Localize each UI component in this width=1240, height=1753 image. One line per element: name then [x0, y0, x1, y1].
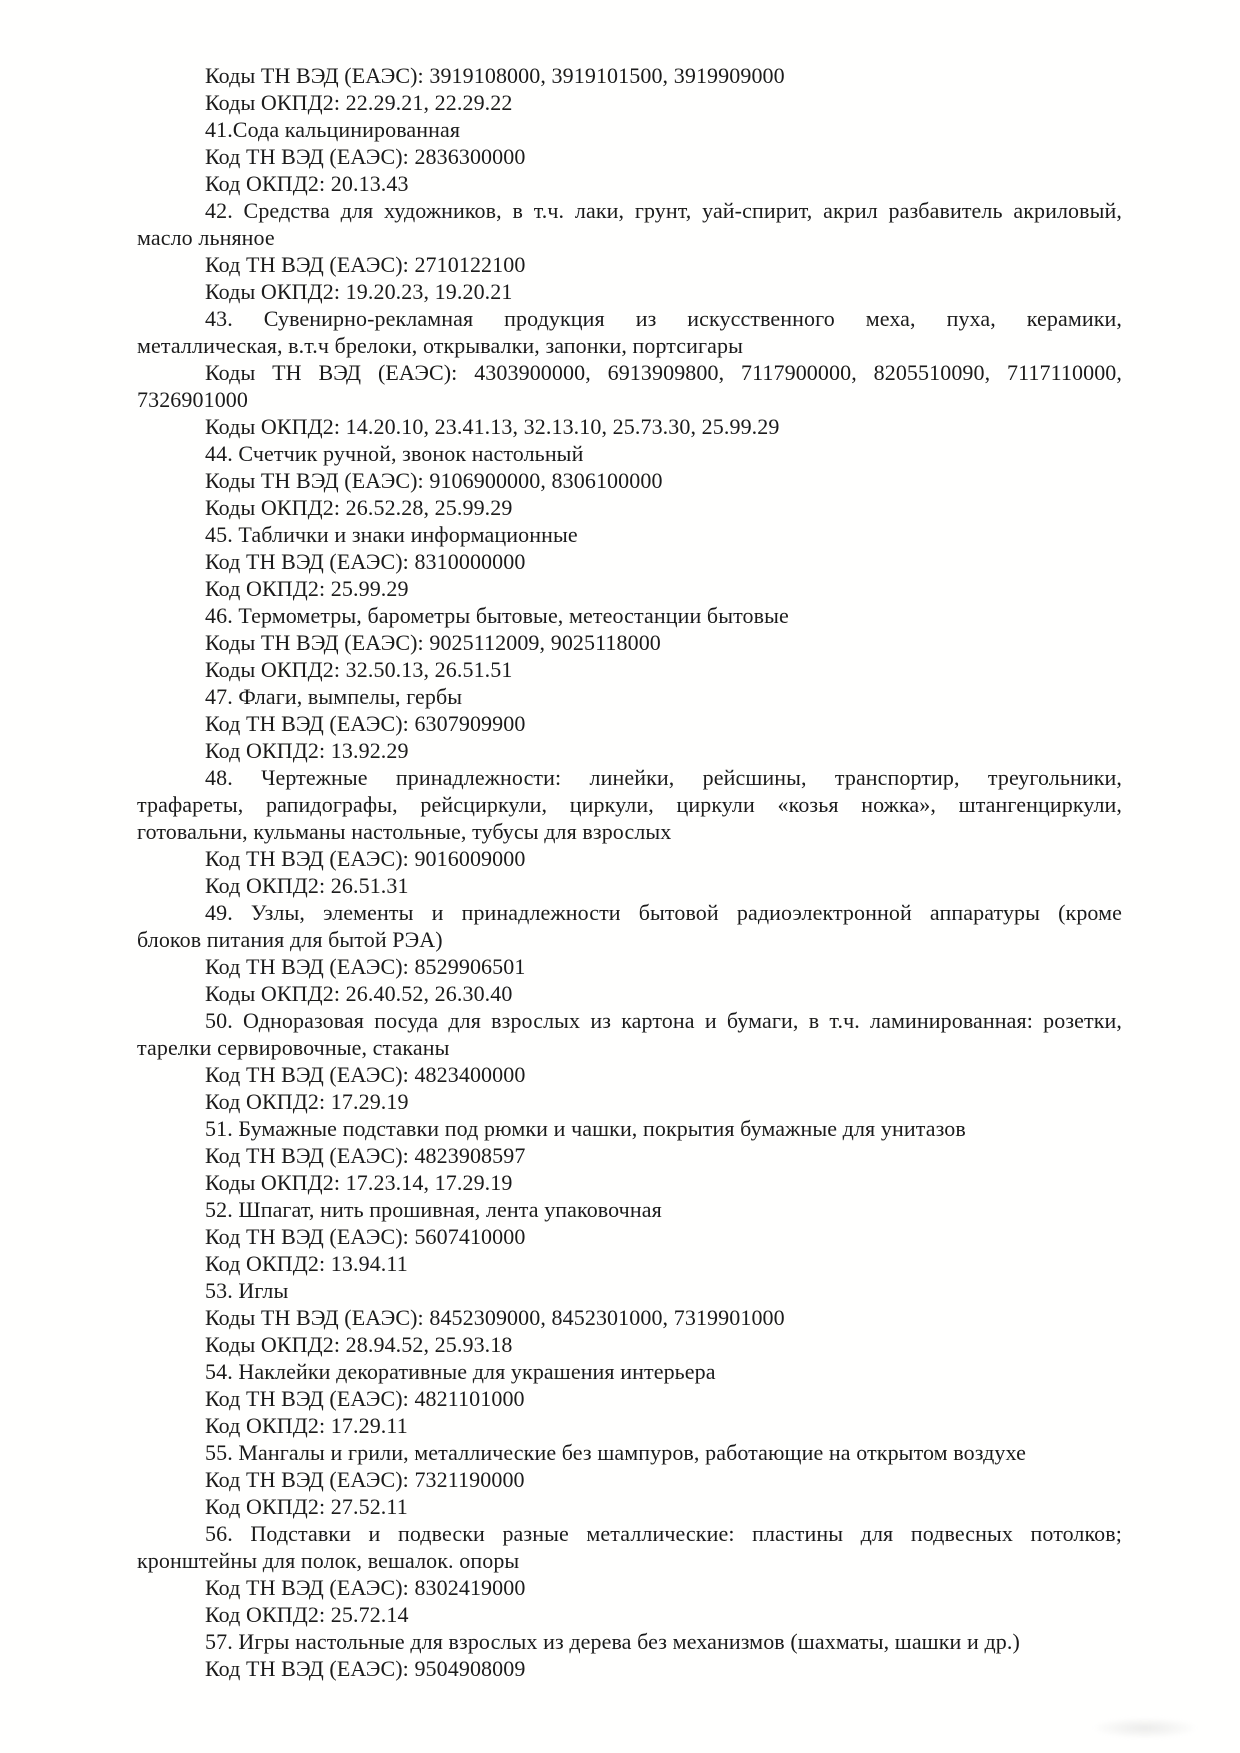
continuation-line: блоков питания для бытой РЭА) — [137, 927, 443, 952]
code-line: Код ТН ВЭД (ЕАЭС): 6307909900 — [205, 711, 526, 736]
code-line: Код ТН ВЭД (ЕАЭС): 7321190000 — [205, 1467, 525, 1492]
code-line: Код ТН ВЭД (ЕАЭС): 5607410000 — [205, 1224, 526, 1249]
item-line: 48. Чертежные принадлежности: линейки, рейсшины, транспортир, треугольники, — [205, 765, 1122, 790]
item-line: 45. Таблички и знаки информационные — [205, 522, 578, 547]
item-line: 53. Иглы — [205, 1278, 289, 1303]
code-line: Коды ОКПД2: 32.50.13, 26.51.51 — [205, 657, 513, 682]
continuation-line: тарелки сервировочные, стаканы — [137, 1035, 450, 1060]
item-line: 44. Счетчик ручной, звонок настольный — [205, 441, 584, 466]
code-line: Код ТН ВЭД (ЕАЭС): 8302419000 — [205, 1575, 526, 1600]
item-line: 51. Бумажные подставки под рюмки и чашки, покрытия бумажные для унитазов — [205, 1116, 966, 1141]
code-line: Код ТН ВЭД (ЕАЭС): 4823908597 — [205, 1143, 526, 1168]
code-line: Код ОКПД2: 25.99.29 — [205, 576, 409, 601]
code-line: Код ОКПД2: 26.51.31 — [205, 873, 409, 898]
code-line: Код ТН ВЭД (ЕАЭС): 9016009000 — [205, 846, 526, 871]
code-line: Код ТН ВЭД (ЕАЭС): 4821101000 — [205, 1386, 525, 1411]
document-text-block — [137, 62, 1122, 1682]
item-line: 50. Одноразовая посуда для взрослых из картона и бумаги, в т.ч. ламинированная: розетки, — [205, 1008, 1122, 1033]
item-line: 49. Узлы, элементы и принадлежности бытовой радиоэлектронной аппаратуры (кроме — [205, 900, 1122, 925]
item-line: 55. Мангалы и грили, металлические без шампуров, работающие на открытом воздухе — [205, 1440, 1026, 1465]
continuation-line: масло льняное — [137, 225, 275, 250]
code-line: Код ТН ВЭД (ЕАЭС): 4823400000 — [205, 1062, 526, 1087]
code-line: Код ТН ВЭД (ЕАЭС): 8310000000 — [205, 549, 526, 574]
scan-artifact — [1095, 1718, 1195, 1738]
code-line: Код ТН ВЭД (ЕАЭС): 9504908009 — [205, 1656, 526, 1681]
code-line: Коды ОКПД2: 19.20.23, 19.20.21 — [205, 279, 513, 304]
continuation-line: кронштейны для полок, вешалок. опоры — [137, 1548, 520, 1573]
code-line: Код ТН ВЭД (ЕАЭС): 2710122100 — [205, 252, 526, 277]
code-line: Код ОКПД2: 13.94.11 — [205, 1251, 408, 1276]
code-line: Коды ОКПД2: 22.29.21, 22.29.22 — [205, 90, 513, 115]
code-line: Коды ТН ВЭД (ЕАЭС): 3919108000, 3919101500, 3919909000 — [205, 63, 785, 88]
code-line: Код ОКПД2: 25.72.14 — [205, 1602, 409, 1627]
code-line: Код ОКПД2: 13.92.29 — [205, 738, 409, 763]
item-line: 47. Флаги, вымпелы, гербы — [205, 684, 463, 709]
item-line: 54. Наклейки декоративные для украшения интерьера — [205, 1359, 716, 1384]
item-line: 52. Шпагат, нить прошивная, лента упаковочная — [205, 1197, 662, 1222]
code-line: Коды ТН ВЭД (ЕАЭС): 4303900000, 6913909800, 7117900000, 8205510090, 7117110000, — [205, 360, 1122, 385]
code-line: Коды ТН ВЭД (ЕАЭС): 9025112009, 9025118000 — [205, 630, 661, 655]
continuation-line: 7326901000 — [137, 387, 248, 412]
continuation-line: металлическая, в.т.ч брелоки, открывалки, запонки, портсигары — [137, 333, 743, 358]
item-line: 43. Сувенирно-рекламная продукция из искусственного меха, пуха, керамики, — [205, 306, 1122, 331]
code-line: Код ОКПД2: 20.13.43 — [205, 171, 409, 196]
item-line: 42. Средства для художников, в т.ч. лаки, грунт, уай-спирит, акрил разбавитель акриловый, — [205, 198, 1122, 223]
continuation-line: трафареты, рапидографы, рейсциркули, циркули, циркули «козья ножка», штангенциркули, — [137, 792, 1122, 817]
continuation-line: готовальни, кульманы настольные, тубусы для взрослых — [137, 819, 672, 844]
item-line: 57. Игры настольные для взрослых из дерева без механизмов (шахматы, шашки и др.) — [205, 1629, 1020, 1654]
code-line: Коды ОКПД2: 26.40.52, 26.30.40 — [205, 981, 513, 1006]
code-line: Код ОКПД2: 27.52.11 — [205, 1494, 408, 1519]
code-line: Код ОКПД2: 17.29.11 — [205, 1413, 408, 1438]
code-line: Коды ТН ВЭД (ЕАЭС): 8452309000, 8452301000, 7319901000 — [205, 1305, 785, 1330]
code-line: Коды ОКПД2: 28.94.52, 25.93.18 — [205, 1332, 513, 1357]
code-line: Код ТН ВЭД (ЕАЭС): 2836300000 — [205, 144, 526, 169]
code-line: Код ТН ВЭД (ЕАЭС): 8529906501 — [205, 954, 526, 979]
item-line: 46. Термометры, барометры бытовые, метеостанции бытовые — [205, 603, 789, 628]
code-line: Коды ТН ВЭД (ЕАЭС): 9106900000, 8306100000 — [205, 468, 663, 493]
item-line: 41.Сода кальцинированная — [205, 117, 461, 142]
code-line: Коды ОКПД2: 26.52.28, 25.99.29 — [205, 495, 513, 520]
item-line: 56. Подставки и подвески разные металлические: пластины для подвесных потолков; — [205, 1521, 1122, 1546]
code-line: Коды ОКПД2: 14.20.10, 23.41.13, 32.13.10, 25.73.30, 25.99.29 — [205, 414, 780, 439]
code-line: Коды ОКПД2: 17.23.14, 17.29.19 — [205, 1170, 513, 1195]
code-line: Код ОКПД2: 17.29.19 — [205, 1089, 409, 1114]
